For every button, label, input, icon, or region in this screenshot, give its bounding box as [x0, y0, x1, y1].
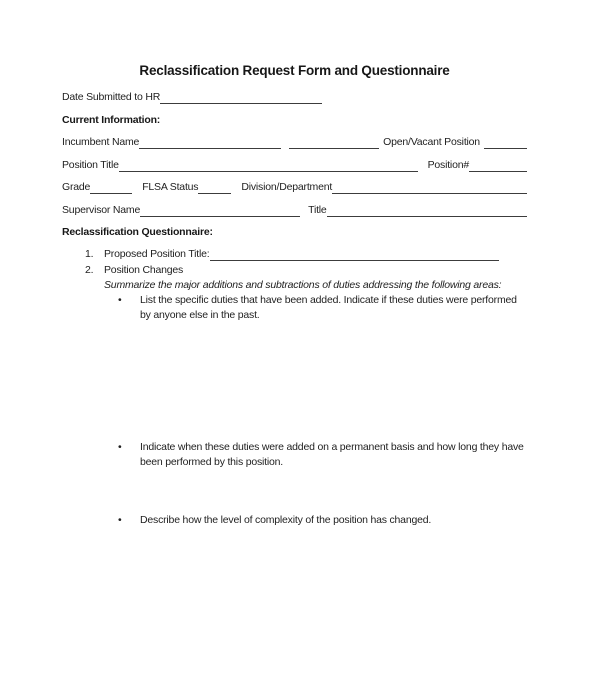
- grade-row: [62, 180, 527, 194]
- supervisor-row: [62, 203, 527, 217]
- grade-field[interactable]: [90, 182, 132, 194]
- position-title-row: [62, 158, 527, 172]
- bullet-icon: •: [118, 293, 122, 306]
- position-changes-label: Position Changes: [104, 263, 184, 276]
- bullet-text: List the specific duties that have been added. Indicate if these duties were performed by anyone else in the past.: [140, 293, 517, 321]
- flsa-status-label: FLSA Status: [142, 181, 199, 193]
- questionnaire-item-2: [62, 263, 527, 278]
- current-information-heading: [62, 113, 527, 127]
- bullet-text: Indicate when these duties were added on a permanent basis and how long they have been performed by this position.: [140, 440, 524, 468]
- proposed-position-title-field[interactable]: [210, 249, 499, 261]
- supervisor-name-field[interactable]: [140, 205, 300, 217]
- bullet-text: Describe how the level of complexity of the position has changed.: [140, 513, 432, 526]
- bullet-item-1: [118, 293, 527, 323]
- incumbent-name-field-2[interactable]: [289, 137, 379, 149]
- grade-label: Grade: [62, 181, 91, 193]
- position-title-field[interactable]: [119, 160, 418, 172]
- supervisor-title-label: Title: [308, 203, 327, 216]
- date-submitted-row: [62, 90, 527, 104]
- incumbent-name-field[interactable]: [139, 137, 281, 149]
- bullet-icon: •: [118, 513, 122, 526]
- position-title-label: Position Title: [62, 158, 119, 171]
- flsa-status-field[interactable]: [198, 182, 231, 194]
- current-information-heading-label: Current Information:: [62, 113, 161, 126]
- open-vacant-position-field[interactable]: [484, 137, 527, 149]
- division-department-field[interactable]: [332, 182, 527, 194]
- date-submitted-label: Date Submitted to HR: [62, 91, 161, 103]
- item-number: 1.: [85, 248, 94, 260]
- supervisor-title-field[interactable]: [327, 205, 527, 217]
- open-vacant-position-label: Open/Vacant Position: [383, 136, 480, 148]
- position-number-label: Position#: [427, 158, 469, 171]
- form-title: Reclassification Request Form and Questionnaire: [139, 63, 450, 78]
- questionnaire-heading: [62, 225, 527, 239]
- date-submitted-field[interactable]: [160, 92, 322, 104]
- questionnaire-heading-label: Reclassification Questionnaire:: [62, 226, 213, 238]
- item-number: 2.: [85, 263, 94, 276]
- incumbent-name-label: Incumbent Name: [62, 136, 140, 148]
- incumbent-row: [62, 135, 527, 149]
- questionnaire-instruction: Summarize the major additions and subtractions of duties addressing the following areas:: [104, 278, 502, 291]
- form-content: [62, 0, 527, 528]
- proposed-position-title-label: Proposed Position Title:: [104, 248, 210, 260]
- division-department-label: Division/Department: [241, 181, 333, 193]
- bullet-item-3: [118, 513, 527, 528]
- bullet-icon: •: [118, 440, 122, 453]
- supervisor-name-label: Supervisor Name: [62, 203, 141, 216]
- position-number-field[interactable]: [469, 160, 527, 172]
- bullet-item-2: [118, 440, 527, 470]
- questionnaire-item-1: [62, 247, 527, 261]
